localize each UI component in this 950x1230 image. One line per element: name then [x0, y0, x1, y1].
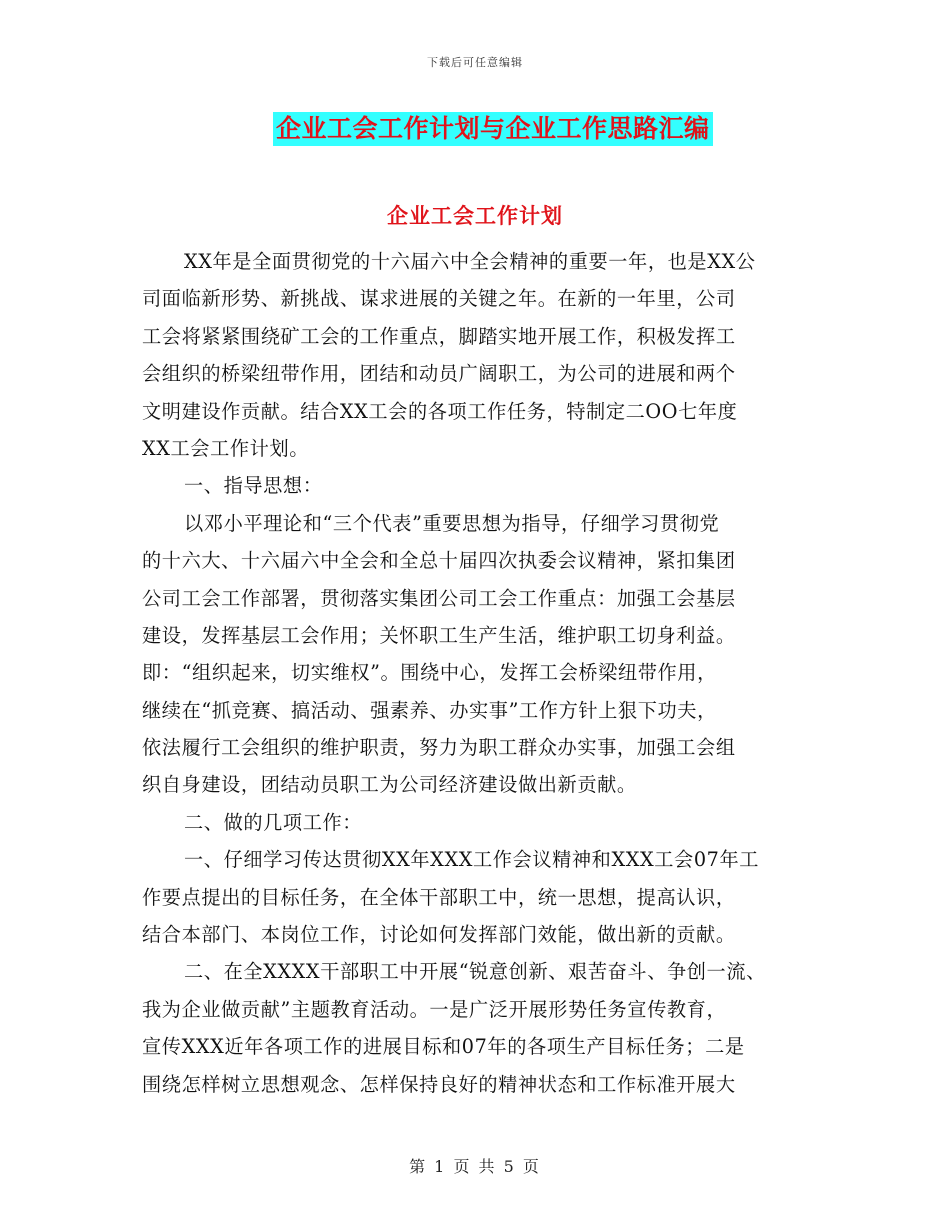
text-line: 作要点提出的目标任务，在全体干部职工中，统一思想，提高认识， — [142, 885, 736, 909]
text-line: 的十六大、十六届六中全会和全总十届四次执委会议精神，紧扣集团 — [142, 549, 736, 573]
text-line: 二、做的几项工作： — [184, 810, 363, 834]
text-line: XX工会工作计划。 — [142, 436, 310, 460]
header-note: 下载后可任意编辑 — [427, 56, 523, 69]
text-line: 宣传XXX近年各项工作的进展目标和07年的各项生产目标任务；二是 — [142, 1035, 745, 1059]
text-line: 文明建设作贡献。结合XX工会的各项工作任务，特制定二OO七年度 — [142, 399, 738, 423]
text-line: 二、在全XXXX干部职工中开展“锐意创新、艰苦奋斗、争创一流、 — [184, 960, 766, 984]
page-footer: 第 1 页 共 5 页 — [409, 1157, 541, 1176]
text-line: 会组织的桥梁纽带作用，团结和动员广阔职工，为公司的进展和两个 — [142, 362, 736, 386]
text-line: 织自身建设，团结动员职工为公司经济建设做出新贡献。 — [142, 773, 637, 797]
text-line: 我为企业做贡献”主题教育活动。一是广泛开展形势任务宣传教育， — [142, 997, 727, 1021]
text-line: 一、指导思想： — [184, 474, 323, 498]
text-line: 工会将紧紧围绕矿工会的工作重点，脚踏实地开展工作，积极发挥工 — [142, 324, 736, 348]
text-line: 司面临新形势、新挑战、谋求进展的关键之年。在新的一年里，公司 — [142, 287, 736, 311]
body-text — [142, 243, 810, 1103]
text-line: 以邓小平理论和“三个代表”重要思想为指导，仔细学习贯彻党 — [184, 511, 720, 535]
text-line: 依法履行工会组织的维护职责，努力为职工群众办实事，加强工会组 — [142, 736, 736, 760]
text-line: 一、仔细学习传达贯彻XX年XXX工作会议精神和XXX工会07年工 — [184, 848, 760, 872]
document-main-title: 企业工会工作计划与企业工作思路汇编 — [273, 112, 713, 146]
text-line: 结合本部门、本岗位工作，讨论如何发挥部门效能，做出新的贡献。 — [142, 923, 736, 947]
text-line: 公司工会工作部署，贯彻落实集团公司工会工作重点：加强工会基层 — [142, 586, 736, 610]
text-line: 继续在“抓竞赛、搞活动、强素养、办实事”工作方针上狠下功夫， — [142, 698, 717, 722]
section-title: 企业工会工作计划 — [387, 203, 563, 228]
text-line: XX年是全面贯彻党的十六届六中全会精神的重要一年，也是XX公 — [184, 250, 756, 273]
text-line: 建设，发挥基层工会作用；关怀职工生产生活，维护职工切身利益。 — [142, 623, 736, 647]
text-line: 围绕怎样树立思想观念、怎样保持良好的精神状态和工作标准开展大 — [142, 1072, 736, 1096]
text-line: 即：“组织起来，切实维权”。围绕中心，发挥工会桥梁纽带作用， — [142, 661, 717, 685]
